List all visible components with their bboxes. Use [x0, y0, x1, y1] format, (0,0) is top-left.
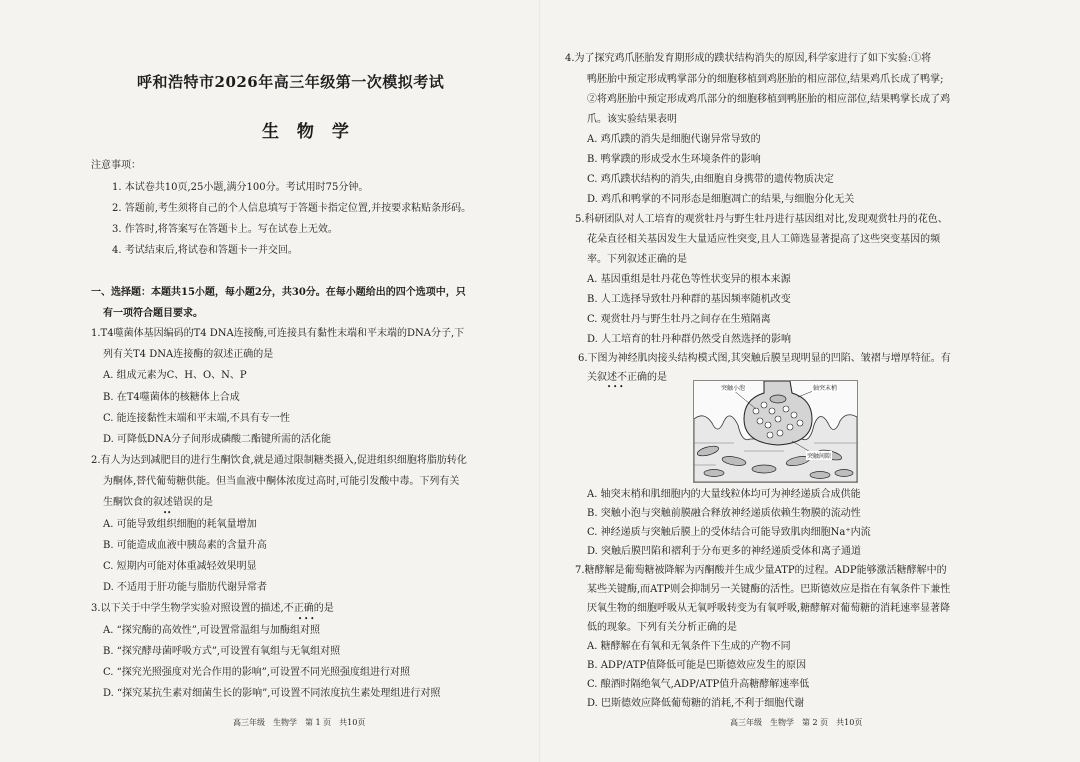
q7-option: C. 酿酒时隔绝氧气,ADP/ATP值升高糖酵解速率低 [587, 679, 810, 690]
notice-heading: 注意事项： [91, 160, 141, 171]
subject-title: 生 物 学 [262, 122, 355, 142]
q3-option: A. “探究酶的高效性”,可设置常温组与加酶组对照 [103, 625, 320, 636]
q6-option: D. 突触后膜凹陷和褶利于分布更多的神经递质受体和离子通道 [587, 546, 862, 557]
q7-stem: 厌氧生物的细胞呼吸从无氧呼吸转变为有氧呼吸,糖酵解对葡萄糖的消耗速率显著降 [587, 603, 951, 614]
page-footer-left: 高三年级 生物学 第 1 页 共10页 [233, 718, 366, 727]
page-footer-right: 高三年级 生物学 第 2 页 共10页 [730, 718, 863, 727]
label-cleft: 突触间隙 [807, 453, 832, 460]
label-axon-terminal: 轴突末梢 [813, 385, 838, 392]
q4-option: B. 鸭掌蹼的形成受水生环境条件的影响 [587, 154, 761, 165]
q7-stem: 某些关键酶,而ATP则会抑制另一关键酶的活性。巴斯德效应是指在有氧条件下兼性 [587, 584, 951, 595]
q6-stem: 关叙述不正确的是 [587, 372, 667, 383]
page-fold [539, 0, 541, 762]
q3-option: D. “探究某抗生素对细菌生长的影响”,可设置不同浓度抗生素处理组进行对照 [103, 688, 441, 699]
label-vesicle: 突触小泡 [721, 385, 746, 392]
q5-stem: 花朵直径相关基因发生大量适应性突变,且人工筛选显著提高了这些突变基因的频 [587, 234, 941, 245]
q7-option: B. ADP/ATP值降低可能是巴斯德效应发生的原因 [587, 660, 807, 671]
q4-stem: 鸭胚胎中预定形成鸭掌部分的细胞移植到鸡胚胎的相应部位,结果鸡爪长成了鸭掌; [587, 74, 944, 85]
notice-item: 2. 答题前,考生须将自己的个人信息填写于答题卡指定位置,并按要求粘贴条形码。 [112, 203, 472, 214]
notice-item: 4. 考试结束后,将试卷和答题卡一并交回。 [112, 245, 298, 256]
q3-option: C. “探究光照强度对光合作用的影响”,可设置不同光照强度组进行对照 [103, 667, 411, 678]
q1-option: D. 可降低DNA分子间形成磷酸二酯键所需的活化能 [103, 434, 332, 445]
q1-stem: 1.T4噬菌体基因编码的T4 DNA连接酶,可连接具有黏性末端和平末端的DNA分子,下 [91, 328, 465, 339]
exam-title: 呼和浩特市2026年高三年级第一次模拟考试 [137, 73, 445, 91]
q3-emphasis-dots: ••• [298, 615, 317, 623]
q5-option: A. 基因重组是牡丹花色等性状变异的根本来源 [587, 274, 791, 285]
q5-stem: 率。下列叙述正确的是 [587, 254, 687, 265]
q2-option: A. 可能导致组织细胞的耗氧量增加 [103, 519, 257, 530]
q7-option: D. 巴斯德效应降低葡萄糖的消耗,不利于细胞代谢 [587, 698, 805, 709]
q5-option: B. 人工选择导致牡丹种群的基因频率随机改变 [587, 294, 791, 305]
q7-stem: 7.糖酵解是葡萄糖被降解为丙酮酸并生成少量ATP的过程。ADP能够激活糖酵解中的 [575, 565, 947, 576]
junction-diagram [694, 381, 857, 482]
q4-stem: 爪。该实验结果表明 [587, 114, 677, 125]
section-heading: 一、选择题：本题共15小题，每小题2分，共30分。在每小题给出的四个选项中，只 [91, 287, 466, 298]
q5-option: D. 人工培育的牡丹种群仍然受自然选择的影响 [587, 334, 792, 345]
q6-emphasis-dots: ••• [607, 383, 626, 391]
q2-option: B. 可能造成血液中胰岛素的含量升高 [103, 540, 267, 551]
q4-option: A. 鸡爪蹼的消失是细胞代谢异常导致的 [587, 134, 761, 145]
notice-item: 1. 本试卷共10页,25小题,满分100分。考试用时75分钟。 [112, 182, 369, 193]
q1-option: C. 能连接黏性末端和平末端,不具有专一性 [103, 413, 290, 424]
q3-option: B. “探究酵母菌呼吸方式”,可设置有氧组与无氧组对照 [103, 646, 341, 657]
neuromuscular-junction-figure [693, 380, 858, 483]
q2-stem: 2.有人为达到减肥目的进行生酮饮食,就是通过限制糖类摄入,促进组织细胞将脂肪转化 [91, 455, 467, 466]
q6-stem: 6.下图为神经肌肉接头结构模式图,其突触后膜呈现明显的凹陷、皱褶与增厚特征。有 [578, 353, 951, 364]
q6-option: B. 突触小泡与突触前膜融合释放神经递质依赖生物膜的流动性 [587, 508, 861, 519]
q1-stem: 列有关T4 DNA连接酶的叙述正确的是 [103, 349, 274, 360]
q4-stem: 4.为了探究鸡爪胚胎发育期形成的蹼状结构消失的原因,科学家进行了如下实验:①将 [565, 53, 932, 64]
notice-item: 3. 作答时,将答案写在答题卡上。写在试卷上无效。 [112, 224, 338, 235]
q5-option: C. 观赏牡丹与野生牡丹之间存在生殖隔离 [587, 314, 771, 325]
q7-option: A. 糖酵解在有氧和无氧条件下生成的产物不同 [587, 641, 791, 652]
q2-option: D. 不适用于肝功能与脂肪代谢异常者 [103, 582, 268, 593]
q3-stem: 3.以下关于中学生物学实验对照设置的描述,不正确的是 [91, 603, 334, 614]
q6-option: C. 神经递质与突触后膜上的受体结合可能导致肌肉细胞Na⁺内流 [587, 527, 871, 538]
q1-option: B. 在T4噬菌体的核糖体上合成 [103, 392, 240, 403]
q1-option: A. 组成元素为C、H、O、N、P [103, 370, 247, 381]
section-heading-cont: 有一项符合题目要求。 [103, 308, 203, 319]
q4-option: C. 鸡爪蹼状结构的消失,由细胞自身携带的遗传物质决定 [587, 174, 834, 185]
q2-stem: 生酮饮食的叙述错误的是 [103, 497, 213, 508]
q4-option: D. 鸡爪和鸭掌的不同形态是细胞凋亡的结果,与细胞分化无关 [587, 194, 855, 205]
q2-stem: 为酮体,替代葡萄糖供能。但当血液中酮体浓度过高时,可能引发酸中毒。下列有关 [103, 476, 460, 487]
q6-option: A. 轴突末梢和肌细胞内的大量线粒体均可为神经递质合成供能 [587, 489, 861, 500]
q5-stem: 5.科研团队对人工培育的观赏牡丹与野生牡丹进行基因组对比,发现观赏牡丹的花色、 [575, 214, 948, 225]
q7-stem: 低的现象。下列有关分析正确的是 [587, 622, 737, 633]
q4-stem: ②将鸡胚胎中预定形成鸡爪部分的细胞移植到鸭胚胎的相应部位,结果鸭掌长成了鸡 [587, 94, 951, 105]
q2-option: C. 短期内可能对体重减轻效果明显 [103, 561, 257, 572]
q2-emphasis-dots: •• [163, 509, 172, 517]
